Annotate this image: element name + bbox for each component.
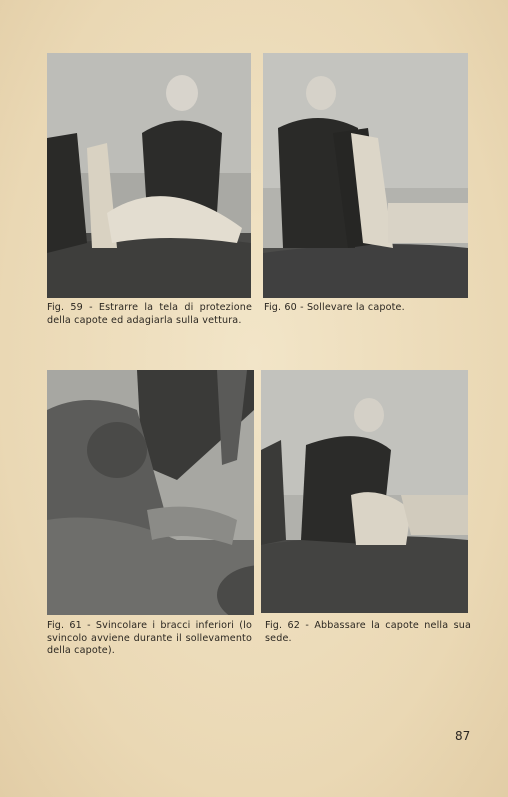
figure-61-photo [47, 370, 254, 615]
figure-59-photo [47, 53, 251, 298]
figure-60-caption: Fig. 60 - Sollevare la capote. [264, 302, 405, 313]
figure-60-photo [263, 53, 468, 298]
figure-62-photo [261, 370, 468, 613]
figure-61-caption: Fig. 61 - Svincolare i bracci inferiori (lo svincolo avviene durante il sollevamento della capote). [47, 620, 252, 656]
figure-62-caption: Fig. 62 - Abbassare la capote nella sua sede. [265, 620, 471, 644]
page-number: 87 [455, 729, 471, 743]
figure-59-caption: Fig. 59 - Estrarre la tela di protezione della capote ed adagiarla sulla vettura. [47, 302, 252, 326]
